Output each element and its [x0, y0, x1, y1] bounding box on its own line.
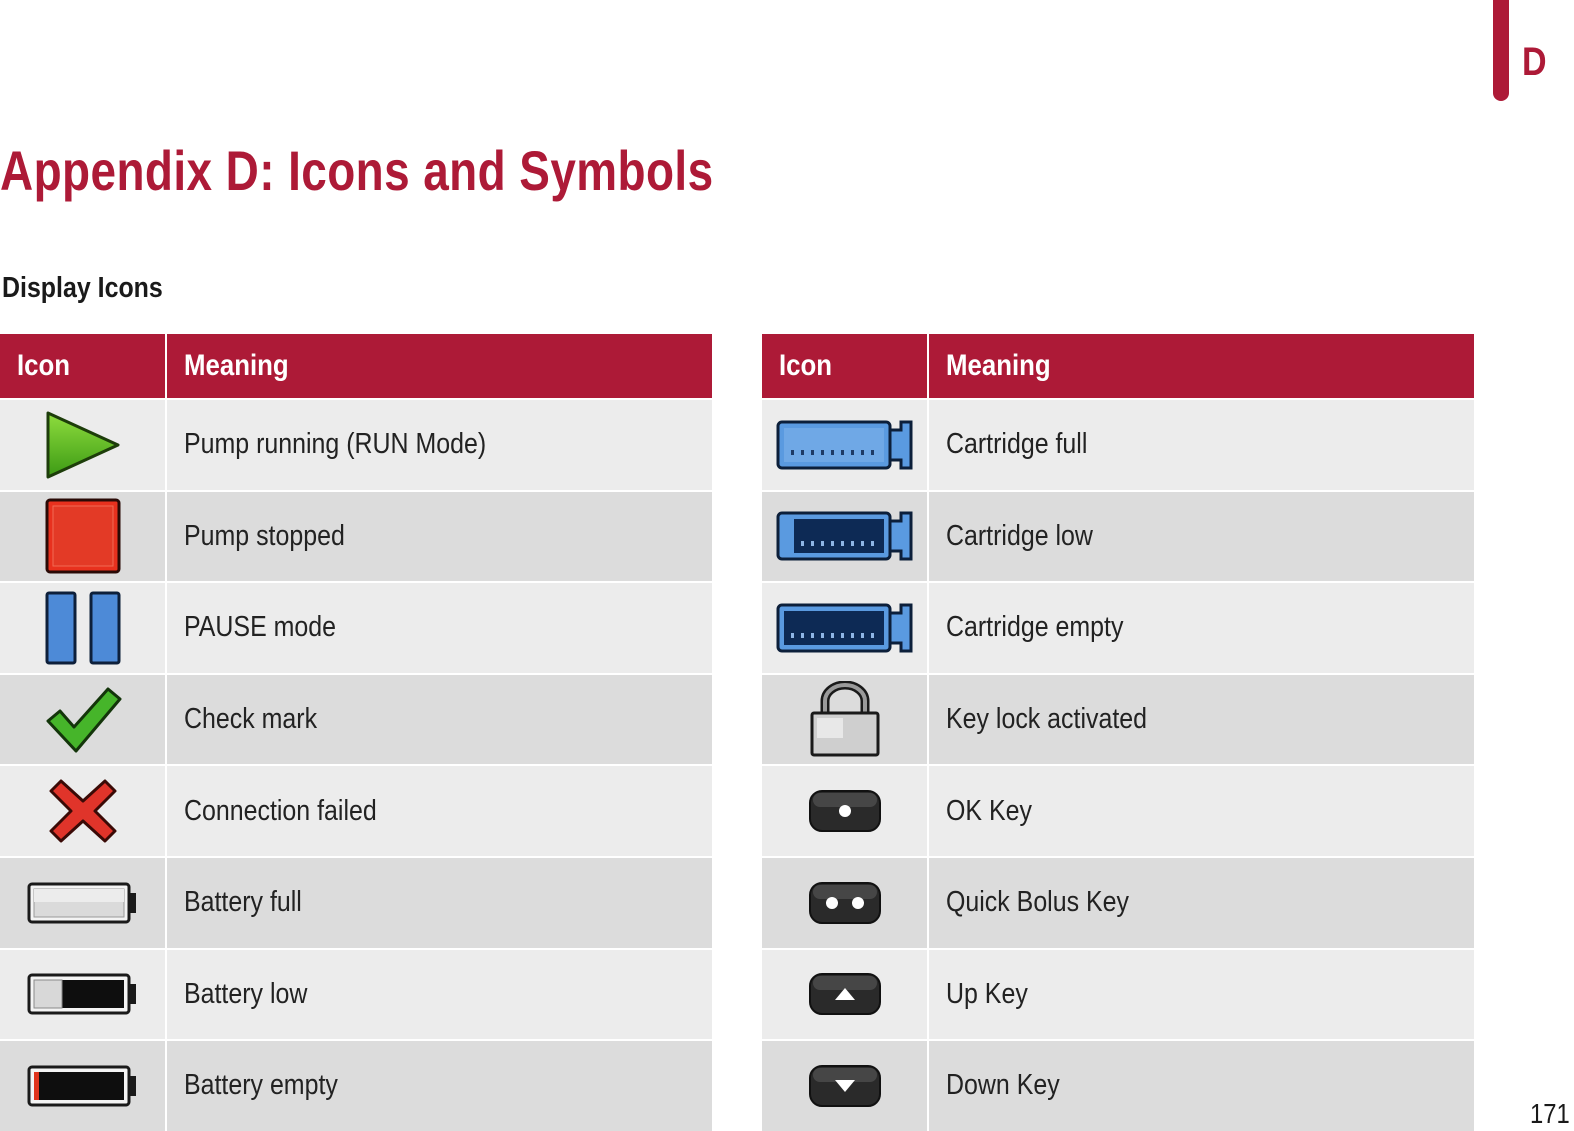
table-header-row [762, 334, 1474, 398]
icon-cell [0, 490, 167, 582]
meaning-cell: Connection failed [167, 764, 712, 856]
table-header-row [0, 334, 712, 398]
ok-key-icon [807, 788, 883, 834]
page-number: 171 [1530, 1098, 1570, 1129]
table-row [762, 764, 1474, 856]
meaning-column-header: Meaning [167, 334, 712, 398]
meaning-cell: Up Key [929, 948, 1474, 1040]
chapter-tab-letter: D [1522, 40, 1547, 84]
meaning-cell: Pump running (RUN Mode) [167, 398, 712, 490]
play-icon [44, 409, 122, 481]
table-row [762, 948, 1474, 1040]
table-row [0, 581, 712, 673]
meaning-cell: Quick Bolus Key [929, 856, 1474, 948]
meaning-column-header: Meaning [929, 334, 1474, 398]
table-row [0, 398, 712, 490]
icon-cell [762, 764, 929, 856]
cartridge-empty-icon [775, 601, 915, 655]
icon-cell [762, 673, 929, 765]
table-row [762, 581, 1474, 673]
cartridge-full-icon [775, 418, 915, 472]
table-row [762, 856, 1474, 948]
meaning-cell: Battery empty [167, 1039, 712, 1131]
table-row [762, 398, 1474, 490]
meaning-cell: Pump stopped [167, 490, 712, 582]
chapter-tab-bar [1493, 0, 1509, 101]
icon-cell [762, 856, 929, 948]
table-row [0, 856, 712, 948]
icon-cell [762, 1039, 929, 1131]
icon-cell [0, 1039, 167, 1131]
page-title: Appendix D: Icons and Symbols [0, 139, 714, 202]
down-key-icon [807, 1063, 883, 1109]
battery-full-icon [27, 880, 139, 926]
meaning-cell: Battery low [167, 948, 712, 1040]
meaning-cell: Cartridge full [929, 398, 1474, 490]
meaning-cell: Key lock activated [929, 673, 1474, 765]
icon-cell [762, 490, 929, 582]
up-key-icon [807, 971, 883, 1017]
meaning-cell: Down Key [929, 1039, 1474, 1131]
table-row [0, 1039, 712, 1131]
icon-column-header: Icon [762, 334, 929, 398]
icon-cell [762, 581, 929, 673]
meaning-cell: Check mark [167, 673, 712, 765]
table-row [0, 673, 712, 765]
icon-cell [762, 398, 929, 490]
padlock-icon [807, 681, 883, 759]
icon-column-header: Icon [0, 334, 167, 398]
stop-icon [44, 497, 122, 575]
battery-empty-icon [27, 1063, 139, 1109]
table-row [0, 490, 712, 582]
meaning-cell: Battery full [167, 856, 712, 948]
display-icons-table-right [762, 334, 1474, 1131]
x-mark-icon [45, 775, 121, 847]
icon-cell [0, 398, 167, 490]
section-title: Display Icons [2, 272, 163, 304]
meaning-cell: Cartridge empty [929, 581, 1474, 673]
pause-icon [44, 590, 122, 666]
cartridge-low-icon [775, 509, 915, 563]
table-row [762, 673, 1474, 765]
quick-bolus-key-icon [807, 880, 883, 926]
table-row [0, 764, 712, 856]
meaning-cell: PAUSE mode [167, 581, 712, 673]
display-icons-table-left [0, 334, 712, 1131]
table-row [762, 1039, 1474, 1131]
checkmark-icon [44, 685, 122, 755]
icon-cell [0, 581, 167, 673]
table-row [0, 948, 712, 1040]
icon-cell [762, 948, 929, 1040]
icon-cell [0, 856, 167, 948]
battery-low-icon [27, 971, 139, 1017]
meaning-cell: Cartridge low [929, 490, 1474, 582]
table-row [762, 490, 1474, 582]
meaning-cell: OK Key [929, 764, 1474, 856]
icon-cell [0, 673, 167, 765]
icon-cell [0, 764, 167, 856]
icon-cell [0, 948, 167, 1040]
